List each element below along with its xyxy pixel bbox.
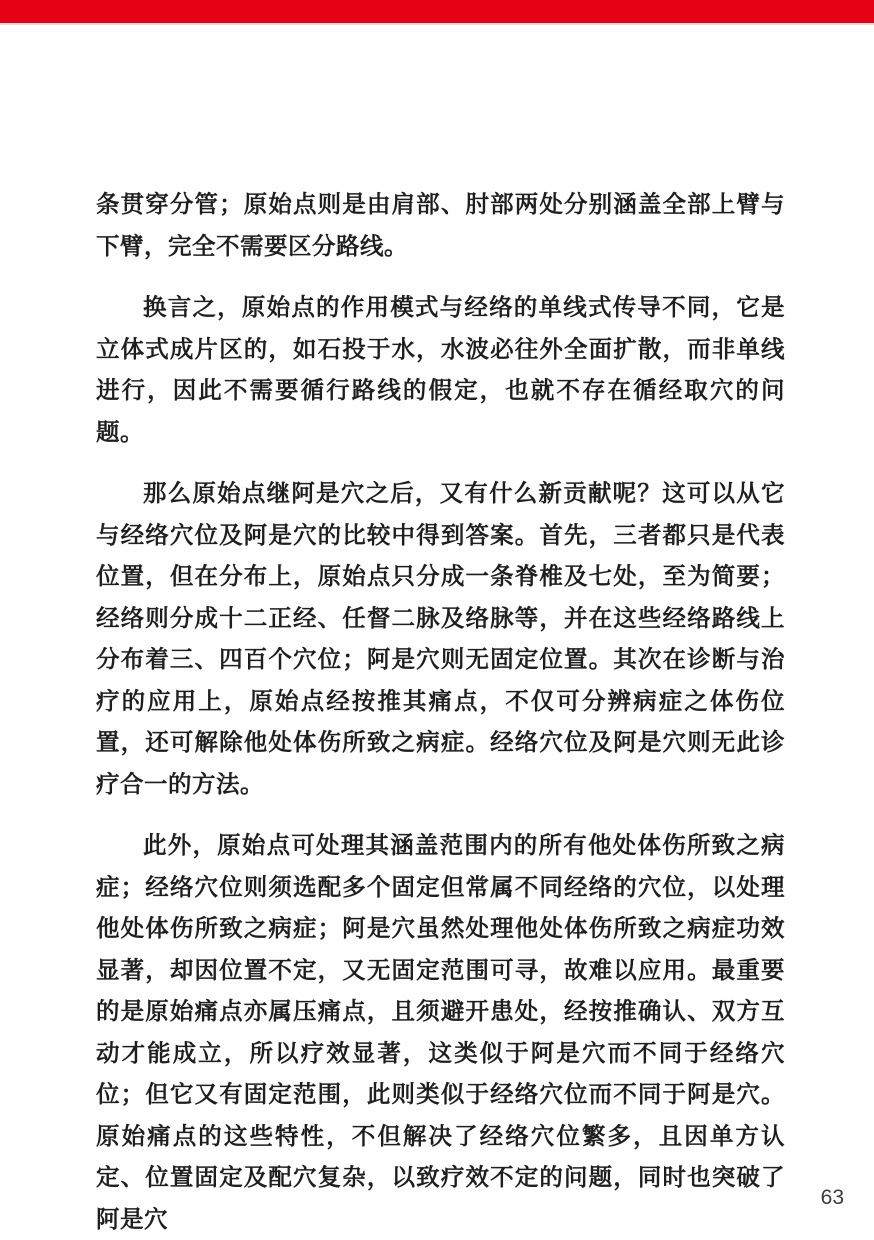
text-content [96,184,785,1240]
paragraph: 换言之，原始点的作用模式与经络的单线式传导不同，它是立体式成片区的，如石投于水，水波必往外全面扩散，而非单线进行，因此不需要循行路线的假定，也就不存在循经取穴的问题。 [96,294,785,445]
page-number: 63 [820,1186,844,1209]
paragraph: 此外，原始点可处理其涵盖范围内的所有他处体伤所致之病症；经络穴位则须选配多个固定但常属不同经络的穴位，以处理他处体伤所致之病症；阿是穴虽然处理他处体伤所致之病症功效显著，却因位置不定，又无固定范围可寻，故难以应用。最重要的是原始痛点亦属压痛点，且须避开患处，经按推确认、双方互动才能成立，所以疗效显著，这类似于阿是穴而不同于经络穴位；但它又有固定范围，此则类似于经络穴位而不同于阿是穴。原始痛点的这些特性，不但解决了经络穴位繁多，且因单方认定、位置固定及配穴复杂，以致疗效不定的问题，同时也突破了阿是穴 [96,832,785,1232]
top-red-bar [0,0,874,23]
paragraph: 条贯穿分管；原始点则是由肩部、肘部两处分别涵盖全部上臂与下臂，完全不需要区分路线。 [96,191,785,259]
paragraph: 那么原始点继阿是穴之后，又有什么新贡献呢？这可以从它与经络穴位及阿是穴的比较中得到答案。首先，三者都只是代表位置，但在分布上，原始点只分成一条脊椎及七处，至为简要；经络则分成十二正经、任督二脉及络脉等，并在这些经络路线上分布着三、四百个穴位；阿是穴则无固定位置。其次在诊断与治疗的应用上，原始点经按推其痛点，不仅可分辨病症之体伤位置，还可解除他处体伤所致之病症。经络穴位及阿是穴则无此诊疗合一的方法。 [96,480,785,797]
